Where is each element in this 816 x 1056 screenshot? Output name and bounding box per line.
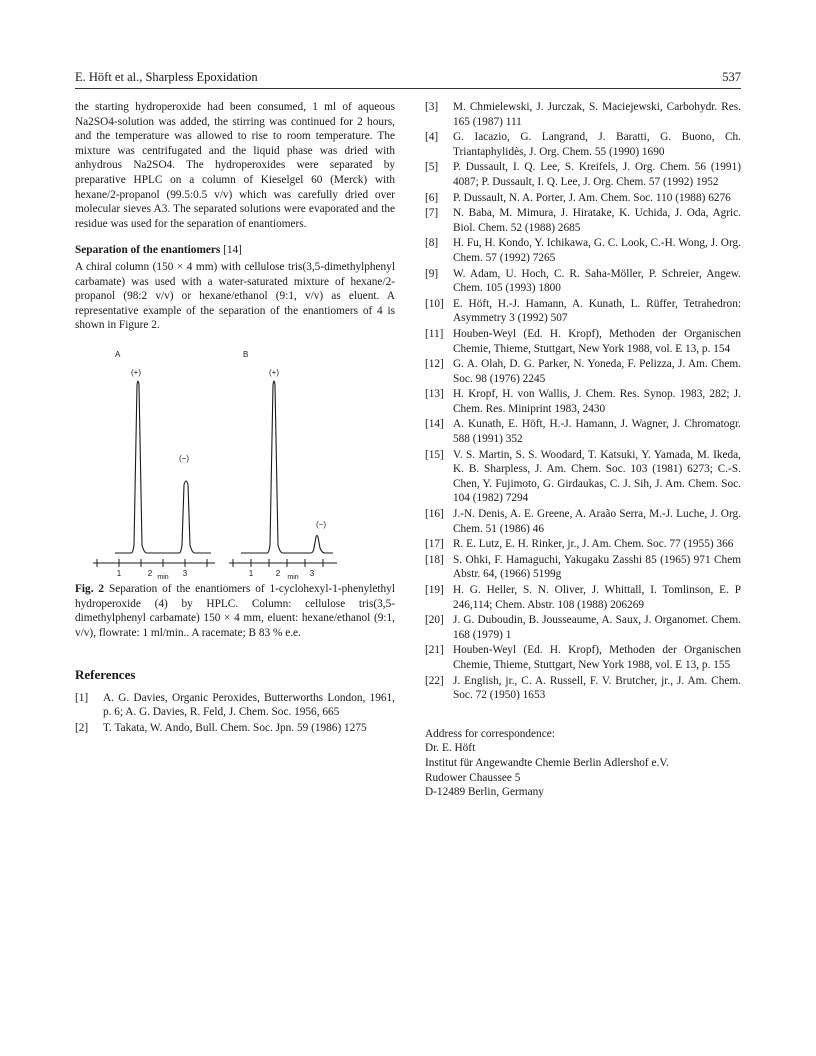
address-line: Address for correspondence: [425,727,555,740]
reference-number: [3] [425,101,439,113]
reference-item [425,327,741,356]
reference-text: H. Kropf, H. von Wallis, J. Chem. Res. Synop. 1983, 282; J. Chem. Res. Miniprint 1983, 2430 [453,388,741,415]
running-header [75,70,741,90]
reference-text: A. Kunath, E. Höft, H.-J. Hamann, J. Wagner, J. Chromatogr. 588 (1991) 352 [453,418,741,446]
reference-item [425,583,741,612]
reference-item [75,691,395,720]
reference-item [425,267,741,296]
reference-number: [7] [425,207,439,220]
tick-label-a-2: 2 [147,568,153,578]
intro-paragraph: the starting hydroperoxide had been consumed, 1 ml of aqueous Na2SO4-solution was added, the stirring was continued for 2 hours, and the temperature was allowed to rise to room temperature. The mixture was centrifugated and the liquid phase was dried with anhydrous Na2SO4. The hydroperoxides were separated by preparative HPLC on a column of Kieselgel 60 (Merck) with hexane/2-propanol (99.5:0.5 v/v) which was carefully dried over molecular sieves A3. The separated solutions were evaporated and the residue was used for the separation of enantiomers. [75,101,395,230]
reference-text: N. Baba, M. Mimura, J. Hiratake, K. Uchida, J. Oda, Agric. Biol. Chem. 52 (1988) 2685 [453,207,741,234]
reference-text: H. G. Heller, S. N. Oliver, J. Whittall, I. Tomlinson, E. P 246,114; Chem. Abstr. 108 (1988) 206269 [453,584,741,611]
trace-a [115,381,211,553]
unit-label-b: min [287,573,299,580]
reference-number: [9] [425,267,439,280]
reference-text: H. Fu, H. Kondo, Y. Ichikawa, G. C. Look, C.-H. Wong, J. Org. Chem. 57 (1992) 7265 [453,237,741,264]
reference-number: [21] [425,644,444,657]
address-line: Institut für Angewandte Chemie Berlin Adlershof e.V. [425,756,669,769]
reference-number: [17] [425,538,444,551]
reference-text: W. Adam, U. Hoch, C. R. Saha-Möller, P. Schreier, Angew. Chem. 105 (1993) 1800 [453,267,741,295]
unit-label-a: min [157,573,169,580]
address-line: D-12489 Berlin, Germany [425,786,544,799]
running-title: E. Höft et al., Sharpless Epoxidation [75,70,258,84]
reference-number: [15] [425,448,444,461]
references-list-right [425,100,741,703]
reference-number: [2] [75,722,89,735]
reference-text: R. E. Lutz, E. H. Rinker, jr., J. Am. Chem. Soc. 77 (1955) 366 [453,538,734,551]
reference-item [425,236,741,265]
panel-label-b: B [243,349,249,359]
reference-text: S. Ohki, F. Hamaguchi, Yakugaku Zasshi 85 (1965) 971 Chem Abstr. 64, (1966) 5199g [453,553,741,581]
header-rule [75,88,741,89]
reference-text: P. Dussault, I. Q. Lee, S. Kreifels, J. Org. Chem. 56 (1991) 4087; P. Dussault, I. Q. Lee, J. Org. Chem. 57 (1992) 1952 [453,161,741,188]
reference-text: T. Takata, W. Ando, Bull. Chem. Soc. Jpn. 59 (1986) 1275 [103,722,367,735]
section-paragraph: A chiral column (150 × 4 mm) with cellulose tris(3,5-dimethylphenyl carbamate) was used with a water-saturated mixture of hexane/2-propanol (98:2 v/v) or hexane/ethanol (9:1, v/v) as eluent. A representative example of the separation of the enantiomers of 4 is shown in Figure 2. [75,260,395,332]
reference-item [425,100,741,129]
peak-label-minus-a: (−) [179,453,189,463]
reference-number: [14] [425,418,444,431]
reference-number: [18] [425,553,444,566]
chromatogram-figure [75,345,395,580]
section-heading-ref: [14] [223,244,242,257]
reference-item [425,357,741,386]
reference-item [425,417,741,446]
tick-label-b-3: 3 [309,568,315,578]
tick-label-b-1: 1 [248,568,254,578]
caption-label: Fig. 2 [75,582,105,595]
reference-item [75,721,395,736]
reference-number: [13] [425,388,444,401]
reference-number: [4] [425,131,439,144]
tick-label-a-1: 1 [116,568,122,578]
reference-number: [20] [425,614,444,627]
reference-text: G. A. Olah, D. G. Parker, N. Yoneda, F. Pelizza, J. Am. Chem. Soc. 98 (1976) 2245 [453,358,741,385]
figure-caption [75,582,395,640]
reference-item [425,674,741,703]
reference-number: [19] [425,584,444,596]
panel-label-a: A [115,349,121,359]
address-line: Dr. E. Höft [425,742,476,755]
reference-item [425,448,741,506]
left-column [75,100,395,737]
reference-number: [10] [425,297,444,310]
reference-number: [5] [425,161,439,174]
peak-label-plus-b: (+) [269,367,279,377]
tick-label-a-3: 3 [182,568,188,578]
references-heading: References [75,667,136,683]
reference-text: P. Dussault, N. A. Porter, J. Am. Chem. Soc. 110 (1988) 6276 [453,191,731,204]
reference-item [425,130,741,159]
reference-text: J. English, jr., C. A. Russell, F. V. Brutcher, jr., J. Am. Chem. Soc. 72 (1950) 1653 [453,674,741,702]
reference-text: J.-N. Denis, A. E. Greene, A. Araão Serra, M.-J. Luche, J. Org. Chem. 51 (1986) 46 [453,508,741,535]
page-number: 537 [722,70,741,84]
reference-item [425,643,741,672]
section-heading-text: Separation of the enantiomers [75,244,221,257]
reference-number: [11] [425,327,444,340]
section-heading [75,243,395,258]
reference-text: M. Chmielewski, J. Jurczak, S. Maciejewski, Carbohydr. Res. 165 (1987) 111 [453,101,741,128]
reference-text: G. Iacazio, G. Langrand, J. Baratti, G. Buono, Ch. Triantaphylidès, J. Org. Chem. 55 (1990) 1690 [453,131,741,158]
reference-number: [6] [425,191,439,204]
correspondence-address [425,727,741,800]
address-line: Rudower Chaussee 5 [425,771,521,784]
reference-item [425,553,741,582]
reference-text: A. G. Davies, Organic Peroxides, Butterworths London, 1961, p. 6; A. G. Davies, R. Feld, J. Chem. Soc. 1956, 665 [103,691,395,719]
peak-label-minus-b: (−) [316,519,326,529]
reference-item [425,191,741,206]
reference-item [425,507,741,536]
figure-2 [75,345,395,580]
reference-item [425,613,741,642]
peak-label-plus-a: (+) [131,367,141,377]
reference-number: [22] [425,674,444,687]
reference-item [425,537,741,552]
reference-text: V. S. Martin, S. S. Woodard, T. Katsuki, Y. Yamada, M. Ikeda, K. B. Sharpless, J. Am. Chem. Soc. 103 (1981) 6273; C.-S. Chen, Y. Fujimoto, G. Girdaukas, C. J. Sih, J. Am. Chem. Soc. 104 (1982) 7294 [453,448,741,505]
tick-label-b-2: 2 [275,568,281,578]
reference-text: Houben-Weyl (Ed. H. Kropf), Methoden der Organischen Chemie, Thieme, Stuttgart, New York 1988, vol. E 13, p. 154 [453,327,741,355]
reference-item [425,387,741,416]
reference-number: [12] [425,358,444,371]
caption-text: Separation of the enantiomers of 1-cyclohexyl-1-phenylethyl hydroperoxide (4) by HPLC. Column: cellulose tris(3,5-dimethylphenyl carbamate) 150 × 4 mm, eluent: hexane/ethanol (9:1, v/v), flowrate: 1 ml/min.. A racemate; B 83 % e.e. [75,582,395,639]
reference-text: J. G. Duboudin, B. Jousseaume, A. Saux, J. Organomet. Chem. 168 (1979) 1 [453,614,741,641]
reference-text: Houben-Weyl (Ed. H. Kropf), Methoden der Organischen Chemie, Thieme, Stuttgart, New York 1988, vol. E 13, p. 155 [453,644,741,671]
reference-item [425,297,741,326]
reference-number: [8] [425,237,439,250]
reference-item [425,206,741,235]
reference-number: [1] [75,691,89,704]
reference-text: E. Höft, H.-J. Hamann, A. Kunath, L. Rüffer, Tetrahedron: Asymmetry 3 (1992) 507 [453,297,741,325]
reference-item [425,160,741,189]
reference-number: [16] [425,508,444,521]
right-column [425,100,741,800]
references-list-left [75,691,395,736]
